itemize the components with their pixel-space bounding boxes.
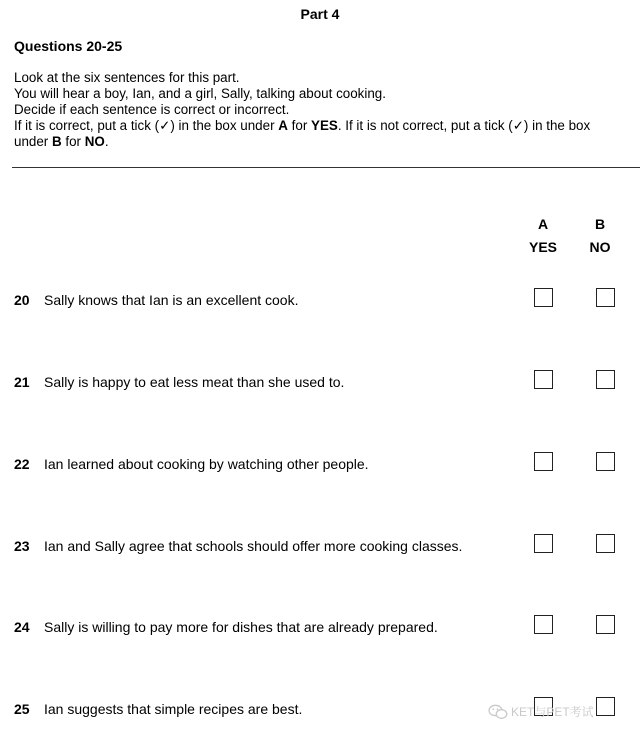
questions-heading: Questions 20-25 xyxy=(14,38,123,54)
instruction-text: . xyxy=(104,134,109,149)
instruction-text: If it is correct, put a tick (✓) in the box under xyxy=(14,118,279,133)
answer-box-no[interactable] xyxy=(596,288,615,307)
answer-box-no[interactable] xyxy=(596,534,615,553)
answer-box-no[interactable] xyxy=(596,697,615,716)
instruction-line-4 xyxy=(14,118,634,134)
instruction-emphasis: A xyxy=(278,118,288,133)
answer-box-yes[interactable] xyxy=(534,288,553,307)
question-text: Sally is happy to eat less meat than she used to. xyxy=(44,374,345,390)
question-text: Sally is willing to pay more for dishes that are already prepared. xyxy=(44,619,438,635)
answer-box-no[interactable] xyxy=(596,370,615,389)
instruction-line-1: Look at the six sentences for this part. xyxy=(14,70,240,85)
column-b-label: NO xyxy=(589,239,611,255)
watermark xyxy=(488,703,594,720)
instruction-text: under xyxy=(14,134,52,149)
answer-box-no[interactable] xyxy=(596,452,615,471)
part-title: Part 4 xyxy=(300,6,340,22)
question-text: Sally knows that Ian is an excellent cook. xyxy=(44,292,299,308)
answer-box-yes[interactable] xyxy=(534,452,553,471)
instruction-text: . If it is not correct, put a tick (✓) in the box xyxy=(337,118,591,133)
question-number: 25 xyxy=(14,701,30,717)
wechat-icon xyxy=(488,704,508,720)
column-a-letter: A xyxy=(537,216,549,232)
answer-box-no[interactable] xyxy=(596,615,615,634)
question-row xyxy=(0,370,640,394)
answer-box-yes[interactable] xyxy=(534,370,553,389)
question-number: 23 xyxy=(14,538,30,554)
instruction-emphasis: NO xyxy=(84,134,105,149)
instruction-text: for xyxy=(61,134,85,149)
instruction-line-5 xyxy=(14,134,634,150)
instruction-emphasis: YES xyxy=(311,118,338,133)
instruction-line-3: Decide if each sentence is correct or incorrect. xyxy=(14,102,290,117)
question-text: Ian and Sally agree that schools should offer more cooking classes. xyxy=(44,538,463,554)
watermark-text: KET与PET考试 xyxy=(511,705,594,719)
answer-box-yes[interactable] xyxy=(534,615,553,634)
question-number: 20 xyxy=(14,292,30,308)
question-text: Ian learned about cooking by watching other people. xyxy=(44,456,369,472)
question-row xyxy=(0,615,640,639)
instruction-emphasis: B xyxy=(51,134,62,149)
question-text: Ian suggests that simple recipes are best. xyxy=(44,701,303,717)
question-number: 22 xyxy=(14,456,30,472)
instruction-line-2: You will hear a boy, Ian, and a girl, Sally, talking about cooking. xyxy=(14,86,386,101)
question-row xyxy=(0,288,640,312)
instruction-text: for xyxy=(287,118,312,133)
question-row xyxy=(0,452,640,476)
column-a-label: YES xyxy=(528,239,557,255)
divider xyxy=(12,167,640,168)
answer-box-yes[interactable] xyxy=(534,534,553,553)
column-b-letter: B xyxy=(594,216,606,232)
question-row xyxy=(0,534,640,558)
question-number: 24 xyxy=(14,619,30,635)
instructions xyxy=(14,70,634,150)
question-number: 21 xyxy=(14,374,30,390)
